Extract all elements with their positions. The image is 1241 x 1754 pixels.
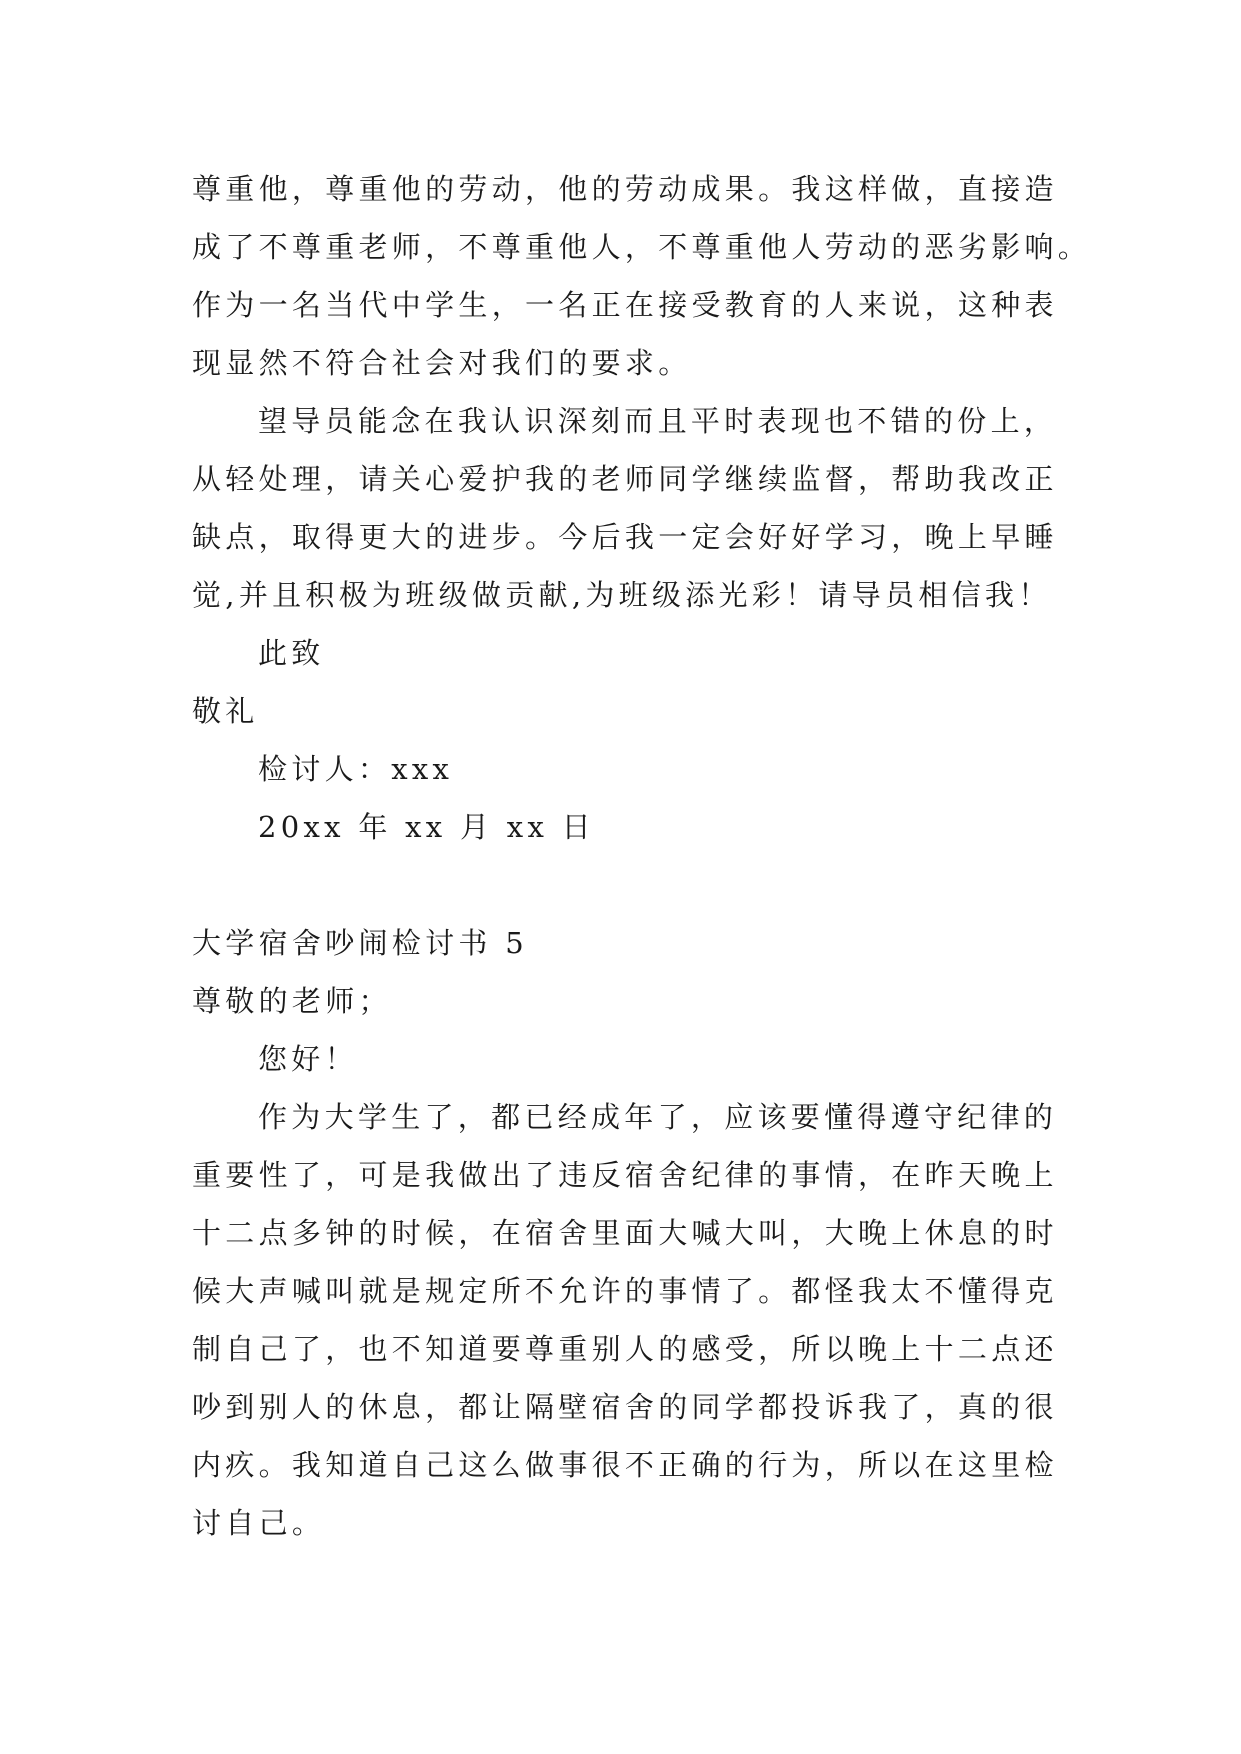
letter-addressee: 尊敬的老师； (192, 984, 392, 1018)
paragraph-line: 内疚。我知道自己这么做事很不正确的行为，所以在这里检 (192, 1448, 1058, 1482)
paragraph-line: 作为大学生了，都已经成年了，应该要懂得遵守纪律的 (258, 1100, 1058, 1134)
closing-salutation: 此致 (258, 636, 325, 670)
document-body (192, 160, 1092, 1552)
paragraph-line: 讨自己。 (192, 1506, 326, 1540)
paragraph-line: 尊重他，尊重他的劳动，他的劳动成果。我这样做，直接造 (192, 172, 1058, 206)
paragraph-line: 作为一名当代中学生，一名正在接受教育的人来说，这种表 (192, 288, 1058, 322)
section-gap (192, 856, 1072, 914)
paragraph-line: 从轻处理，请关心爱护我的老师同学继续监督，帮助我改正 (192, 462, 1058, 496)
paragraph-line: 现显然不符合社会对我们的要求。 (192, 346, 692, 380)
paragraph-line: 望导员能念在我认识深刻而且平时表现也不错的份上， (258, 404, 1058, 438)
paragraph-line: 制自己了，也不知道要尊重别人的感受，所以晚上十二点还 (192, 1332, 1058, 1366)
paragraph-line: 十二点多钟的时候，在宿舍里面大喊大叫，大晚上休息的时 (192, 1216, 1058, 1250)
paragraph-line: 缺点，取得更大的进步。今后我一定会好好学习，晚上早睡 (192, 520, 1058, 554)
letter-title: 大学宿舍吵闹检讨书 5 (192, 926, 528, 960)
paragraph-line: 候大声喊叫就是规定所不允许的事情了。都怪我太不懂得克 (192, 1274, 1058, 1308)
signature-date: 20xx 年 xx 月 xx 日 (258, 810, 595, 844)
signer: 检讨人：xxx (258, 752, 454, 786)
paragraph-line: 觉,并且积极为班级做贡献,为班级添光彩！请导员相信我！ (192, 578, 1052, 612)
letter-greeting: 您好！ (258, 1042, 358, 1076)
closing-regards: 敬礼 (192, 694, 259, 728)
paragraph-line: 吵到别人的休息，都让隔壁宿舍的同学都投诉我了，真的很 (192, 1390, 1058, 1424)
paragraph-line: 重要性了，可是我做出了违反宿舍纪律的事情，在昨天晚上 (192, 1158, 1058, 1192)
paragraph-line: 成了不尊重老师，不尊重他人，不尊重他人劳动的恶劣影响。 (192, 230, 1092, 264)
